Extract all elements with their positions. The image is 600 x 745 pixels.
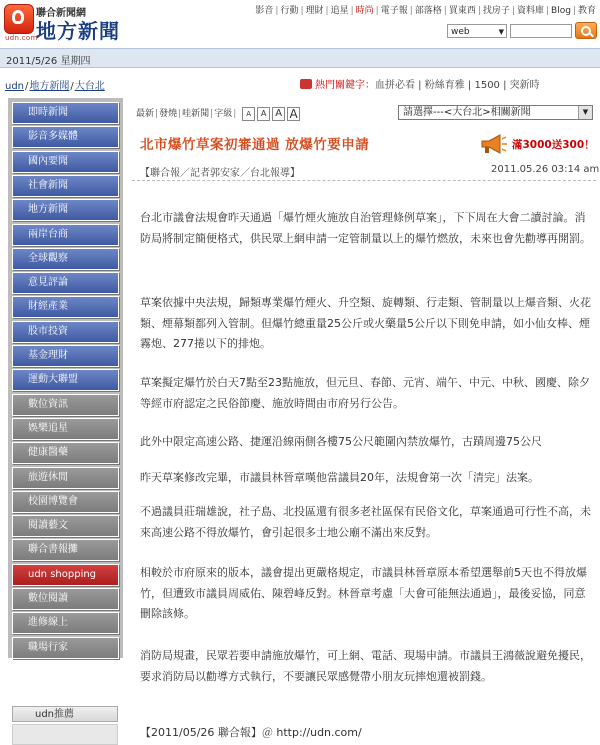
font-size-s-button[interactable]: A [257, 107, 270, 121]
sidebar-item[interactable]: 數位資訊 [12, 394, 119, 416]
sidebar-item[interactable]: 社會新聞 [12, 175, 119, 197]
toolbar-wow-news[interactable]: 哇新聞 [182, 109, 210, 119]
article-paragraph: 草案擬定爆竹於白天7點至23點施放，但元旦、春節、元宵、端午、中元、中秋、國慶、除夕等經市府認定之民俗節慶、施放時間由市府另行公告。 [140, 376, 590, 410]
sidebar-item[interactable]: 即時新聞 [12, 102, 119, 124]
sidebar-item[interactable]: 全球觀察 [12, 248, 119, 270]
breadcrumb-link[interactable]: 大台北 [74, 81, 105, 92]
article-paragraph: 消防局規畫，民眾若要申請施放爆竹，可上網、電話、現場申請。市議員王鴻薇說避免擾民，要求消防局以勸導方式執行，不要讓民眾感覺帶小朋友玩摔炮還被罰錢。 [140, 649, 591, 683]
search-scope-value: web [451, 27, 470, 37]
article-timestamp: 2011.05.26 03:14 am [491, 164, 600, 175]
sidebar-item[interactable]: 職場行家 [12, 637, 119, 659]
sidebar-item[interactable]: 影音多媒體 [12, 126, 119, 148]
sidebar-item[interactable]: 校園博覽會 [12, 491, 119, 513]
sidebar-item[interactable]: 健康醫藥 [12, 442, 119, 464]
ticker-label: 熱門關鍵字： [315, 80, 375, 91]
megaphone-icon[interactable] [480, 133, 508, 155]
topnav-item[interactable]: 買東西 [448, 6, 476, 16]
chevron-down-icon: ▼ [578, 106, 592, 119]
topnav-item[interactable]: 部落格 [414, 6, 442, 16]
sidebar-item[interactable]: 意見評論 [12, 272, 119, 294]
site-header [0, 0, 600, 46]
topnav-item[interactable]: 資料庫 [516, 6, 544, 16]
logo-network-name[interactable]: 聯合新聞網 [36, 8, 86, 19]
article-paragraph: 相較於市府原來的版本，議會提出更嚴格規定，市議員林晉章原本希望選舉前5天也不得放爆竹，但遭致市議員周威佑、陳碧峰反對。林晉章考慮「大會可能無法通過」，最後妥協，同意刪除該條。 [140, 566, 587, 620]
current-date: 2011/5/26 星期四 [6, 56, 91, 67]
sidebar-item[interactable]: 兩岸台商 [12, 224, 119, 246]
article-paragraph: 草案依據中央法規，歸類專業爆竹煙火、升空類、旋轉類、行走類、管制量以上爆音類、火花類、煙幕類都列入管制。但爆竹總重量25公斤或火藥量5公斤以下則免申請，如小仙女棒、煙霧炮、277捲以下的排炮。 [140, 296, 591, 350]
topnav-item[interactable]: 追星 [330, 6, 349, 16]
promo-link[interactable]: 滿3000送300！ [512, 139, 595, 151]
hot-keywords-ticker: 熱門關鍵字：血拼必看 | 粉絲育雅 | 1500 | 突新時 [300, 76, 540, 91]
sidebar-item[interactable]: 旅遊休閒 [12, 467, 119, 489]
article-paragraph: 昨天草案修改完畢，市議員林晉章嘆他當議員20年，法規會第一次「清完」法案。 [140, 471, 539, 484]
article-source: 【2011/05/26 聯合報】＠ http://udn.com/ [140, 726, 362, 739]
search-scope-select[interactable] [447, 24, 507, 38]
article-paragraph: 不過議員莊瑞雄說，社子島、北投區還有很多老社區保有民俗文化，草案通過可行性不高，未來高速公路不得放爆竹，會引起很多士地公廟不滿出來反對。 [140, 505, 591, 539]
sidebar-item[interactable]: 閱讀藝文 [12, 515, 119, 537]
breadcrumb-link[interactable]: 地方新聞 [29, 81, 70, 92]
udn-recommend-header: udn推薦 [12, 706, 118, 722]
article-toolbar: 最新|發燒|哇新聞|字級| A A A A [136, 106, 596, 122]
article-paragraph: 此外中限定高速公路、捷運沿線兩側各樓75公尺範圍內禁放爆竹，古蹟周邊75公尺 [140, 435, 542, 448]
toolbar-font-size-label: 字級 [214, 109, 233, 119]
sidebar-item[interactable]: 地方新聞 [12, 199, 119, 221]
ticker-item[interactable]: 1500 [474, 80, 500, 91]
divider [132, 180, 596, 181]
chevron-down-icon: ▼ [498, 28, 504, 36]
sidebar-item[interactable]: 數位閱讀 [12, 588, 119, 610]
topnav-item[interactable]: 影音 [255, 6, 274, 16]
related-news-select-value: 請選擇---<大台北>相關新聞 [403, 107, 531, 118]
udn-logo-icon[interactable] [4, 4, 34, 34]
breadcrumb: udn/地方新聞/大台北 [5, 81, 105, 92]
sidebar-item[interactable]: 股市投資 [12, 321, 119, 343]
ticker-item[interactable]: 血拼必看 [375, 80, 415, 91]
sidebar-item[interactable]: 運動大聯盟 [12, 369, 119, 391]
font-size-l-button[interactable]: A [287, 107, 300, 121]
search-icon[interactable] [575, 22, 597, 39]
topnav-item[interactable]: 教育 [577, 6, 596, 16]
sidebar [8, 98, 123, 658]
topnav-item[interactable]: Blog [551, 6, 571, 16]
udn-recommend-box [12, 724, 118, 745]
sidebar-item[interactable]: 財經產業 [12, 296, 119, 318]
top-navigation: 影音 | 行動 | 理財 | 追星 | 時尚 | 電子報 | 部落格 | 買東西 | 找房子 | 資料庫 | Blog | 教育 [255, 6, 596, 16]
topnav-item[interactable]: 行動 [280, 6, 299, 16]
sidebar-item[interactable]: 娛樂追星 [12, 418, 119, 440]
related-news-select[interactable] [398, 105, 593, 120]
logo-domain: udn.com [5, 34, 38, 42]
sidebar-item[interactable]: 聯合書報攤 [12, 539, 119, 561]
toolbar-hot[interactable]: 發燒 [159, 109, 178, 119]
date-bar [0, 48, 600, 68]
logo-section-title[interactable]: 地方新聞 [36, 19, 120, 43]
toolbar-latest[interactable]: 最新 [136, 109, 155, 119]
article-byline: 【聯合報／記者郭安家／台北報導】 [140, 168, 300, 179]
sidebar-item[interactable]: udn shopping [12, 564, 119, 586]
sidebar-item[interactable]: 基金理財 [12, 345, 119, 367]
topnav-item[interactable]: 找房子 [482, 6, 510, 16]
topnav-item-hot[interactable]: 時尚 [355, 6, 374, 16]
sidebar-item[interactable]: 進修線上 [12, 612, 119, 634]
ticker-item[interactable]: 突新時 [509, 80, 540, 91]
sidebar-item[interactable]: 國內要聞 [12, 151, 119, 173]
topnav-item[interactable]: 理財 [305, 6, 324, 16]
search-input[interactable] [510, 24, 572, 38]
ticker-item[interactable]: 粉絲育雅 [424, 80, 465, 91]
font-size-xs-button[interactable]: A [242, 107, 255, 121]
ticker-icon [300, 79, 312, 89]
topnav-item[interactable]: 電子報 [380, 6, 408, 16]
font-size-m-button[interactable]: A [272, 107, 285, 121]
article-paragraph: 台北市議會法規會昨天通過「爆竹煙火施放自治管理條例草案」，下下周在大會二讀討論。消防局將制定簡便格式，供民眾上網申請一定管制量以上的爆竹燃放，未來也會先勸導再開罰。 [140, 211, 591, 245]
article-title: 北市爆竹草案初審通過 放爆竹要申請 [140, 137, 370, 153]
breadcrumb-link[interactable]: udn [5, 81, 25, 92]
